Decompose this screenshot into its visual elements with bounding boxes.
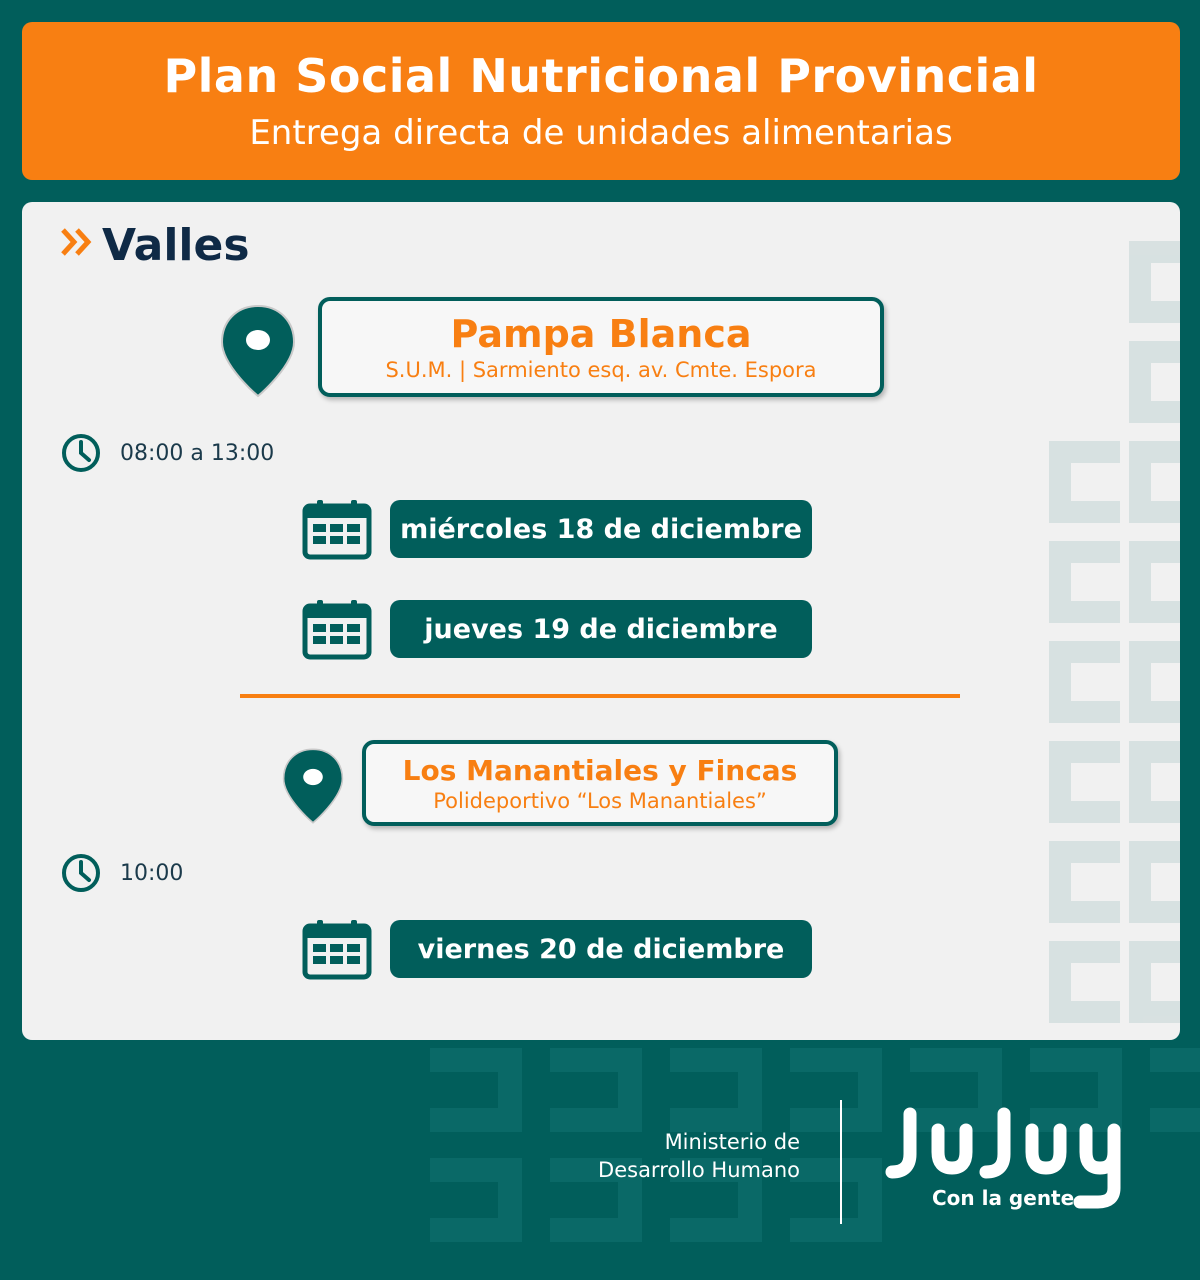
clock-icon	[60, 432, 102, 474]
region-heading	[60, 220, 250, 271]
date-row	[302, 918, 812, 980]
footer-divider	[840, 1100, 842, 1224]
section-divider	[240, 694, 960, 698]
time-row	[60, 852, 183, 894]
region-name: Valles	[102, 220, 250, 271]
date-pill: jueves 19 de diciembre	[390, 600, 812, 658]
date-row	[302, 498, 812, 560]
schedule-card	[22, 202, 1180, 1040]
calendar-icon	[302, 498, 372, 560]
time-text: 10:00	[120, 860, 184, 886]
calendar-icon	[302, 918, 372, 980]
clock-icon	[60, 852, 102, 894]
time-row	[60, 432, 274, 474]
logo-tagline: Con la gente	[932, 1186, 1075, 1210]
map-pin-icon	[216, 302, 300, 400]
location-address: Polideportivo “Los Manantiales”	[433, 788, 767, 813]
header-banner	[22, 22, 1180, 180]
location-name: Los Manantiales y Fincas	[402, 753, 798, 787]
location-box	[318, 297, 884, 397]
ministry-line1: Ministerio de	[664, 1130, 800, 1154]
location-address: S.U.M. | Sarmiento esq. av. Cmte. Espora	[385, 358, 817, 382]
time-text: 08:00 a 13:00	[120, 440, 275, 466]
date-pill: viernes 20 de diciembre	[390, 920, 812, 978]
page-title: Plan Social Nutricional Provincial	[163, 49, 1039, 103]
page-subtitle: Entrega directa de unidades alimentarias	[249, 113, 953, 153]
date-row	[302, 598, 812, 660]
ministry-line2: Desarrollo Humano	[598, 1158, 800, 1182]
ministry-label	[560, 1128, 800, 1184]
calendar-icon	[302, 598, 372, 660]
map-pin-icon	[278, 746, 348, 826]
date-pill: miércoles 18 de diciembre	[390, 500, 812, 558]
background-pattern-icon	[1020, 212, 1180, 1032]
chevron-double-right-icon	[60, 225, 94, 266]
location-name: Pampa Blanca	[450, 312, 752, 356]
location-box	[362, 740, 838, 826]
